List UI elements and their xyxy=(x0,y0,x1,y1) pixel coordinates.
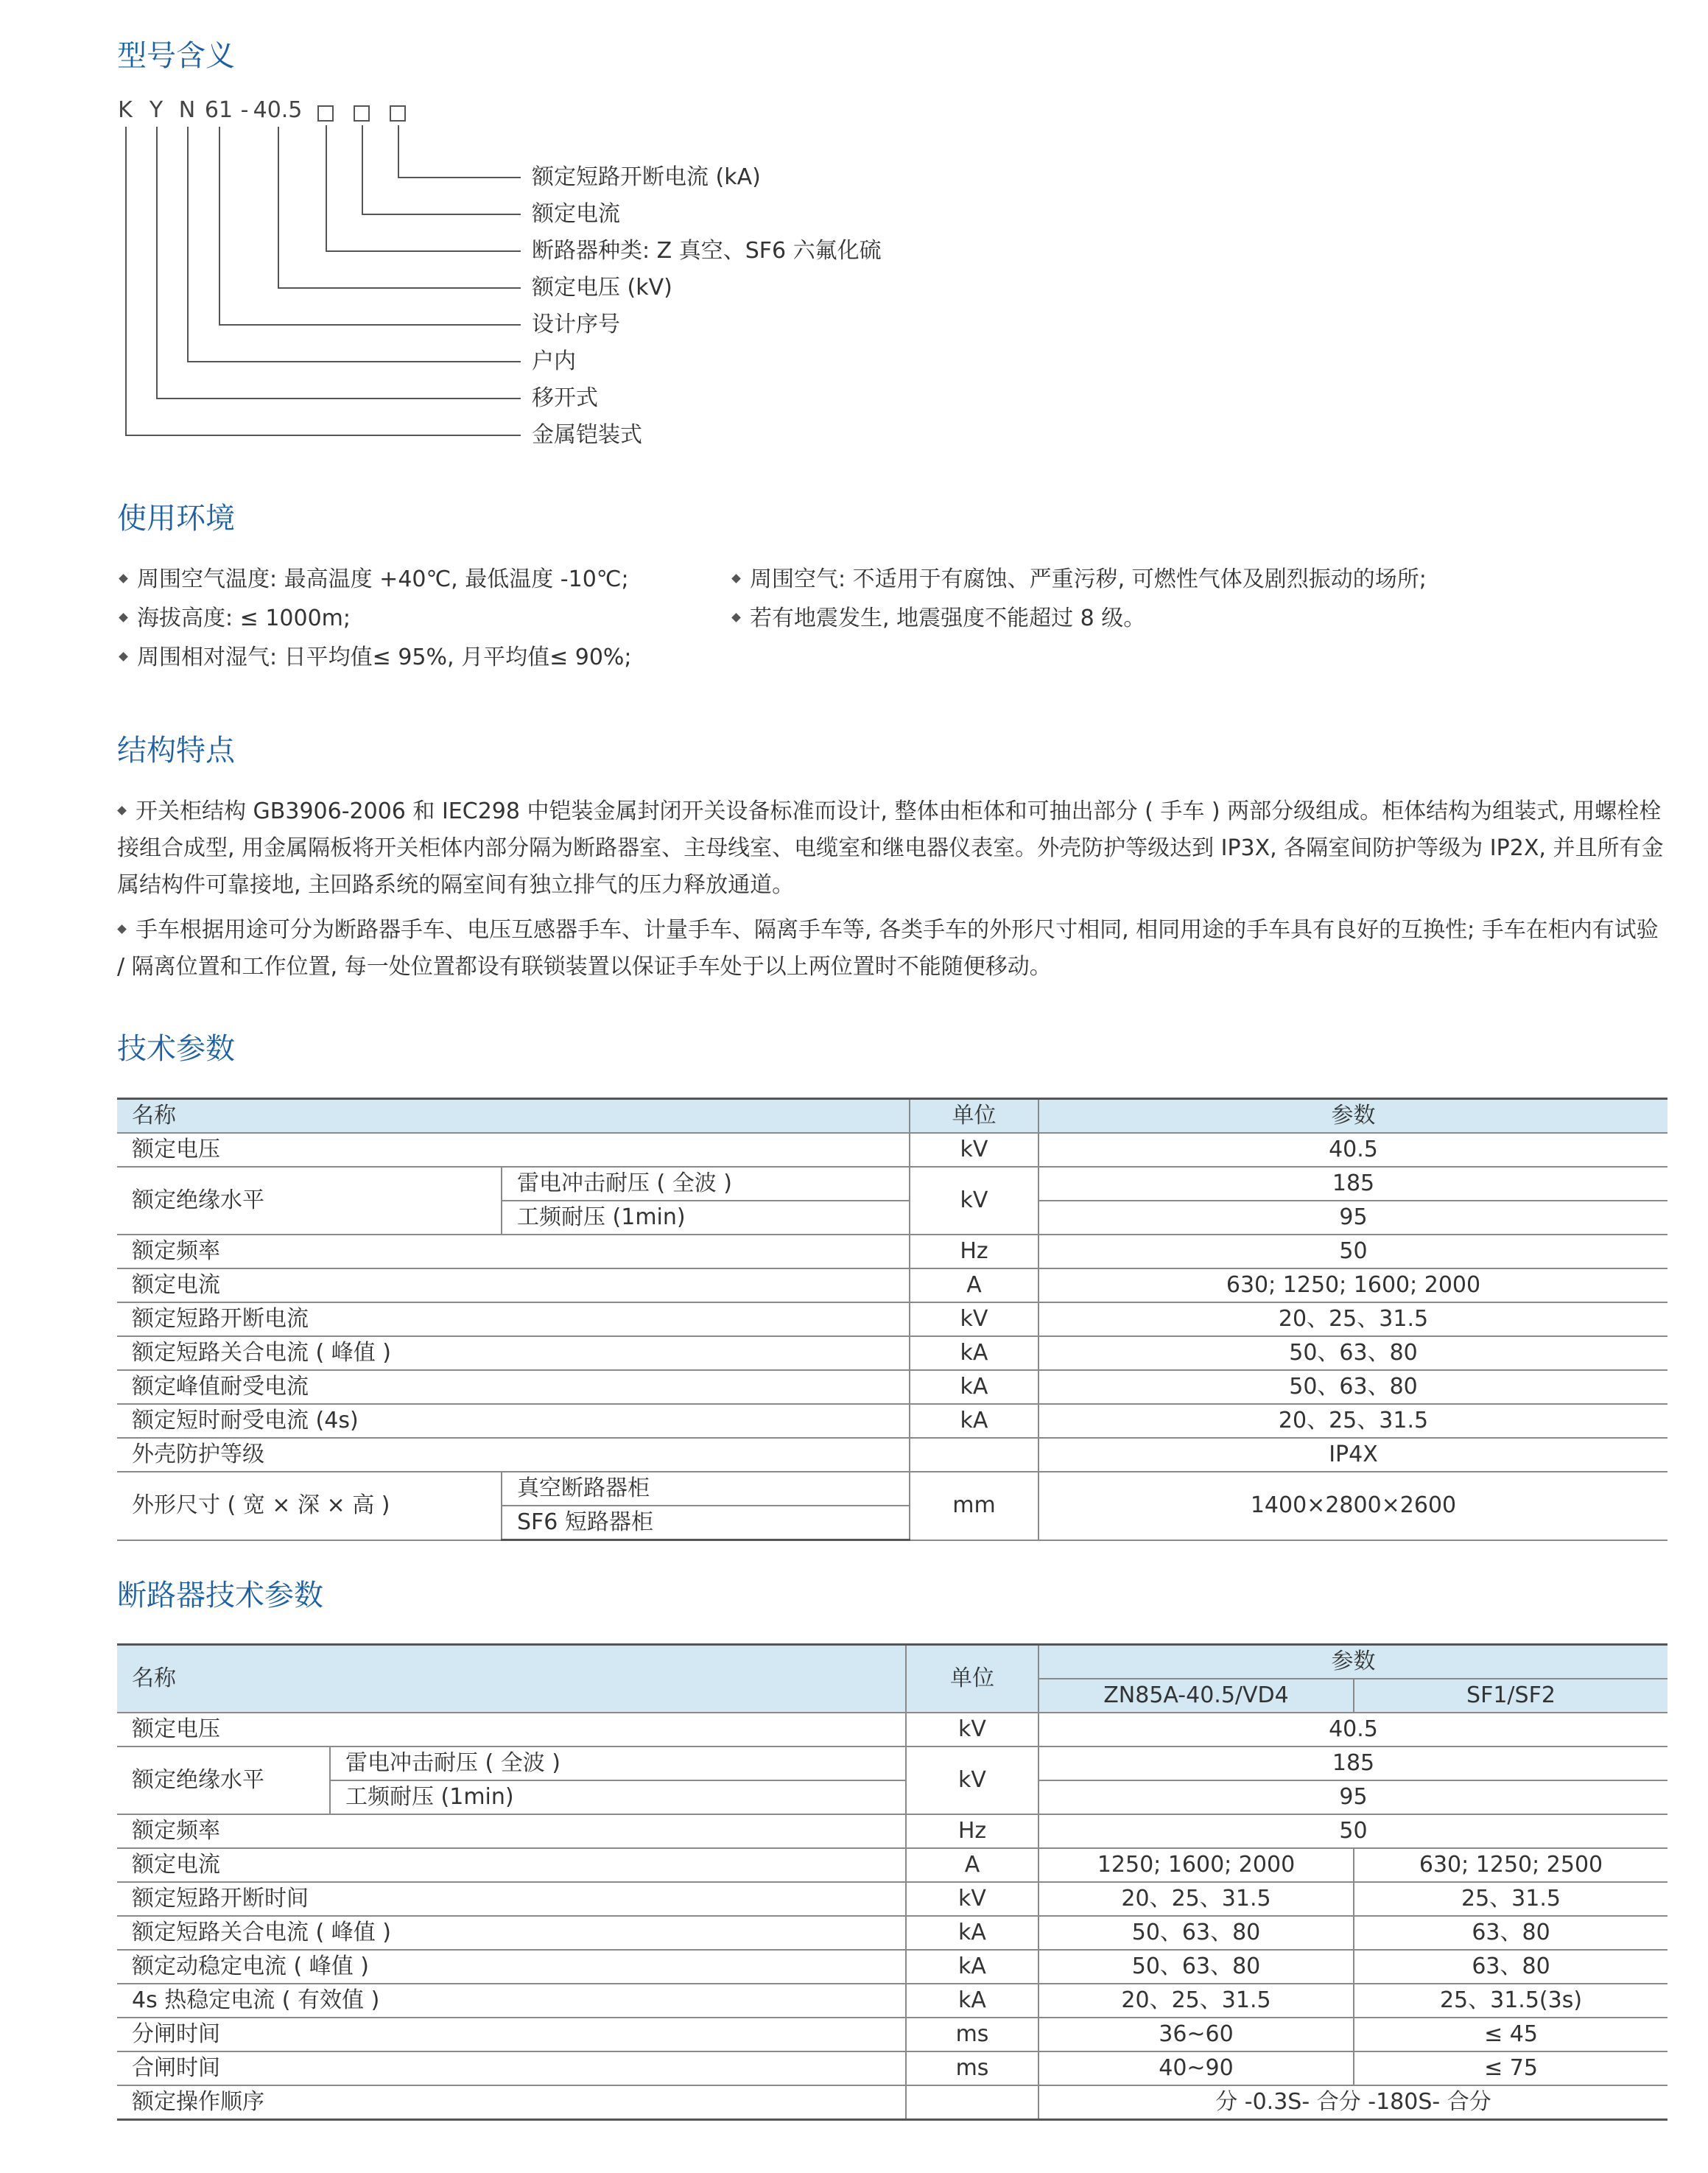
row-value: 630; 1250; 2500 xyxy=(1354,1848,1667,1882)
row-unit: mm xyxy=(910,1472,1038,1540)
row-name: 4s 热稳定电流 ( 有效值 ) xyxy=(117,1984,906,2018)
bullet-icon xyxy=(731,613,741,622)
row-name: 额定电压 xyxy=(117,1713,906,1747)
table-row xyxy=(117,1814,1667,1848)
leader-line xyxy=(398,177,521,178)
table-row xyxy=(117,1848,1667,1882)
tech-params-heading: 技术参数 xyxy=(117,1032,235,1066)
model-meaning-heading: 型号含义 xyxy=(117,39,235,73)
tech-params-table xyxy=(117,1098,1667,1541)
leader-line xyxy=(278,287,521,289)
row-value: 185 xyxy=(1038,1167,1667,1201)
header-col-sf: SF1/SF2 xyxy=(1354,1679,1667,1713)
environment-item xyxy=(117,643,632,673)
row-unit: kV xyxy=(910,1167,1038,1235)
bullet-icon xyxy=(117,924,127,934)
bullet-icon xyxy=(119,613,128,622)
environment-item xyxy=(117,565,629,594)
table-row xyxy=(117,1780,1667,1814)
table-row xyxy=(117,1167,1667,1201)
table-row xyxy=(117,1950,1667,1984)
structure-heading: 结构特点 xyxy=(117,734,235,768)
row-name: 外壳防护等级 xyxy=(117,1438,910,1472)
breaker-params-heading: 断路器技术参数 xyxy=(117,1579,323,1612)
environment-text: 周围空气温度: 最高温度 +40℃, 最低温度 -10℃; xyxy=(137,566,629,592)
row-value: 分 -0.3S- 合分 -180S- 合分 xyxy=(1038,2085,1667,2120)
row-unit: kV xyxy=(910,1302,1038,1336)
environment-item xyxy=(117,604,351,633)
row-unit xyxy=(910,1438,1038,1472)
row-value: 95 xyxy=(1038,1780,1667,1814)
code-description: 断路器种类: Z 真空、SF6 六氟化硫 xyxy=(532,238,882,264)
row-value: 40~90 xyxy=(1038,2051,1354,2085)
table-row xyxy=(117,1472,1667,1506)
code-placeholder-box xyxy=(317,105,334,122)
leader-line xyxy=(219,324,521,326)
row-value: 1250; 1600; 2000 xyxy=(1038,1848,1354,1882)
row-value: 20、25、31.5 xyxy=(1038,1984,1354,2018)
table-row xyxy=(117,1268,1667,1302)
leader-line xyxy=(219,127,220,326)
header-name: 名称 xyxy=(117,1645,906,1713)
row-unit: ms xyxy=(906,2051,1038,2085)
row-value: 20、25、31.5 xyxy=(1038,1302,1667,1336)
code-description: 金属铠装式 xyxy=(532,422,642,448)
code-description: 额定短路开断电流 (kA) xyxy=(532,164,761,190)
code-description: 额定电压 (kV) xyxy=(532,275,672,301)
row-name: 额定动稳定电流 ( 峰值 ) xyxy=(117,1950,906,1984)
leader-line xyxy=(398,125,399,178)
leader-line xyxy=(362,125,363,215)
code-description: 户内 xyxy=(532,348,576,374)
header-unit: 单位 xyxy=(906,1645,1038,1713)
row-name: 外形尺寸 ( 宽 × 深 × 高 ) xyxy=(117,1472,502,1540)
environment-text: 若有地震发生, 地震强度不能超过 8 级。 xyxy=(750,605,1146,631)
leader-line xyxy=(326,125,327,252)
leader-line xyxy=(326,250,521,252)
table-row xyxy=(117,2085,1667,2120)
row-value: 36~60 xyxy=(1038,2018,1354,2051)
table-row xyxy=(117,1438,1667,1472)
row-value: 50、63、80 xyxy=(1038,1370,1667,1404)
row-value: 50 xyxy=(1038,1814,1667,1848)
row-unit: kA xyxy=(906,1916,1038,1950)
row-value: 63、80 xyxy=(1354,1916,1667,1950)
bullet-icon xyxy=(731,574,741,583)
row-subname: 工频耐压 (1min) xyxy=(502,1201,910,1235)
code-description: 设计序号 xyxy=(532,312,620,337)
row-value: 40.5 xyxy=(1038,1713,1667,1747)
row-subname: 雷电冲击耐压 ( 全波 ) xyxy=(502,1167,910,1201)
row-value: 50 xyxy=(1038,1235,1667,1268)
structure-text: 开关柜结构 GB3906-2006 和 IEC298 中铠装金属封闭开关设备标准而设计, 整体由柜体和可抽出部分 ( 手车 ) 两部分级组成。柜体结构为组装式, 用螺栓栓接组合成型, 用金属隔板将开关柜体内部分隔为断路器室、主母线室、电缆室和继电器仪表室。外壳防护等级达到 IP3X, 各隔室间防护等级为 IP2X, 并且所有金属结构件可靠接地, 主回路系统的隔室间有独立排气的压力释放通道。 xyxy=(117,798,1664,898)
row-unit: kA xyxy=(906,1950,1038,1984)
row-unit xyxy=(906,2085,1038,2120)
table-row xyxy=(117,2018,1667,2051)
row-unit: kV xyxy=(906,1713,1038,1747)
environment-heading: 使用环境 xyxy=(117,502,235,536)
header-name: 名称 xyxy=(117,1099,910,1134)
row-unit: A xyxy=(910,1268,1038,1302)
row-name: 分闸时间 xyxy=(117,2018,906,2051)
code-char-40-5: 40.5 xyxy=(253,97,303,123)
model-code-diagram xyxy=(117,96,1001,449)
breaker-params-table xyxy=(117,1643,1667,2121)
row-value: IP4X xyxy=(1038,1438,1667,1472)
row-name: 额定绝缘水平 xyxy=(117,1167,502,1235)
code-char-n: N xyxy=(178,97,196,123)
environment-item xyxy=(730,565,1427,594)
code-char-y: Y xyxy=(149,97,164,123)
table-header-row xyxy=(117,1645,1667,1679)
code-description: 移开式 xyxy=(532,385,598,411)
leader-line xyxy=(125,435,521,436)
leader-line xyxy=(125,127,127,436)
header-col-zn85a: ZN85A-40.5/VD4 xyxy=(1038,1679,1354,1713)
leader-line xyxy=(362,214,521,215)
row-value: 20、25、31.5 xyxy=(1038,1404,1667,1438)
row-value: 1400×2800×2600 xyxy=(1038,1472,1667,1540)
row-unit: kA xyxy=(906,1984,1038,2018)
bullet-icon xyxy=(119,574,128,583)
row-name: 额定电流 xyxy=(117,1848,906,1882)
header-unit: 单位 xyxy=(910,1099,1038,1134)
bullet-icon xyxy=(119,652,128,661)
row-value: 630; 1250; 1600; 2000 xyxy=(1038,1268,1667,1302)
row-value: 25、31.5 xyxy=(1354,1882,1667,1916)
row-unit: kV xyxy=(906,1882,1038,1916)
table-row xyxy=(117,1302,1667,1336)
structure-paragraph xyxy=(117,912,1667,986)
row-value: 185 xyxy=(1038,1747,1667,1780)
leader-line xyxy=(156,398,521,399)
row-value: 50、63、80 xyxy=(1038,1916,1354,1950)
row-name: 合闸时间 xyxy=(117,2051,906,2085)
row-name: 额定电压 xyxy=(117,1133,910,1167)
leader-line xyxy=(187,127,189,362)
table-row xyxy=(117,1882,1667,1916)
row-unit: Hz xyxy=(906,1814,1038,1848)
row-value: 40.5 xyxy=(1038,1133,1667,1167)
row-unit: kV xyxy=(906,1747,1038,1814)
row-value: 50、63、80 xyxy=(1038,1950,1354,1984)
code-char-k: K xyxy=(118,97,133,123)
row-unit: kV xyxy=(910,1133,1038,1167)
table-row xyxy=(117,1713,1667,1747)
row-name: 额定绝缘水平 xyxy=(117,1747,330,1814)
table-row xyxy=(117,1984,1667,2018)
code-description: 额定电流 xyxy=(532,201,620,227)
table-row xyxy=(117,1747,1667,1780)
row-unit: ms xyxy=(906,2018,1038,2051)
row-value: ≤ 75 xyxy=(1354,2051,1667,2085)
row-value: 95 xyxy=(1038,1201,1667,1235)
row-value: 20、25、31.5 xyxy=(1038,1882,1354,1916)
table-row xyxy=(117,1336,1667,1370)
row-name: 额定短路关合电流 ( 峰值 ) xyxy=(117,1916,906,1950)
row-subname: 工频耐压 (1min) xyxy=(330,1780,906,1814)
code-char-dash: - xyxy=(240,97,249,123)
code-placeholder-box xyxy=(354,105,370,122)
table-row xyxy=(117,1370,1667,1404)
environment-text: 周围相对湿气: 日平均值≤ 95%, 月平均值≤ 90%; xyxy=(137,645,632,670)
row-unit: kA xyxy=(910,1370,1038,1404)
row-name: 额定频率 xyxy=(117,1235,910,1268)
row-subname: SF6 短路器柜 xyxy=(502,1506,910,1540)
row-unit: kA xyxy=(910,1336,1038,1370)
row-unit: A xyxy=(906,1848,1038,1882)
code-placeholder-box xyxy=(390,105,406,122)
header-param: 参数 xyxy=(1038,1645,1667,1679)
bullet-icon xyxy=(117,806,127,815)
table-row xyxy=(117,1916,1667,1950)
table-header-row xyxy=(117,1099,1667,1134)
row-value: 25、31.5(3s) xyxy=(1354,1984,1667,2018)
environment-item xyxy=(730,604,1145,633)
row-unit: kA xyxy=(910,1404,1038,1438)
leader-line xyxy=(278,127,279,289)
table-row xyxy=(117,1235,1667,1268)
table-row xyxy=(117,2051,1667,2085)
leader-line xyxy=(187,361,521,362)
leader-line xyxy=(156,127,158,399)
row-name: 额定短路关合电流 ( 峰值 ) xyxy=(117,1336,910,1370)
row-name: 额定短时耐受电流 (4s) xyxy=(117,1404,910,1438)
row-name: 额定短路开断电流 xyxy=(117,1302,910,1336)
row-name: 额定短路开断时间 xyxy=(117,1882,906,1916)
structure-text: 手车根据用途可分为断路器手车、电压互感器手车、计量手车、隔离手车等, 各类手车的外形尺寸相同, 相同用途的手车具有良好的互换性; 手车在柜内有试验 / 隔离位置和工作位置, 每一处位置都设有联锁装置以保证手车处于以上两位置时不能随便移动。 xyxy=(117,917,1659,980)
row-name: 额定操作顺序 xyxy=(117,2085,906,2120)
table-row xyxy=(117,1404,1667,1438)
environment-text: 海拔高度: ≤ 1000m; xyxy=(137,605,351,631)
row-subname: 真空断路器柜 xyxy=(502,1472,910,1506)
table-row xyxy=(117,1133,1667,1167)
code-char-61: 61 xyxy=(204,97,233,123)
structure-paragraph xyxy=(117,793,1667,904)
row-name: 额定频率 xyxy=(117,1814,906,1848)
header-param: 参数 xyxy=(1038,1099,1667,1134)
row-subname: 雷电冲击耐压 ( 全波 ) xyxy=(330,1747,906,1780)
row-name: 额定电流 xyxy=(117,1268,910,1302)
row-name: 额定峰值耐受电流 xyxy=(117,1370,910,1404)
row-value: 50、63、80 xyxy=(1038,1336,1667,1370)
row-value: 63、80 xyxy=(1354,1950,1667,1984)
environment-text: 周围空气: 不适用于有腐蚀、严重污秽, 可燃性气体及剧烈振动的场所; xyxy=(750,566,1427,592)
row-unit: Hz xyxy=(910,1235,1038,1268)
row-value: ≤ 45 xyxy=(1354,2018,1667,2051)
